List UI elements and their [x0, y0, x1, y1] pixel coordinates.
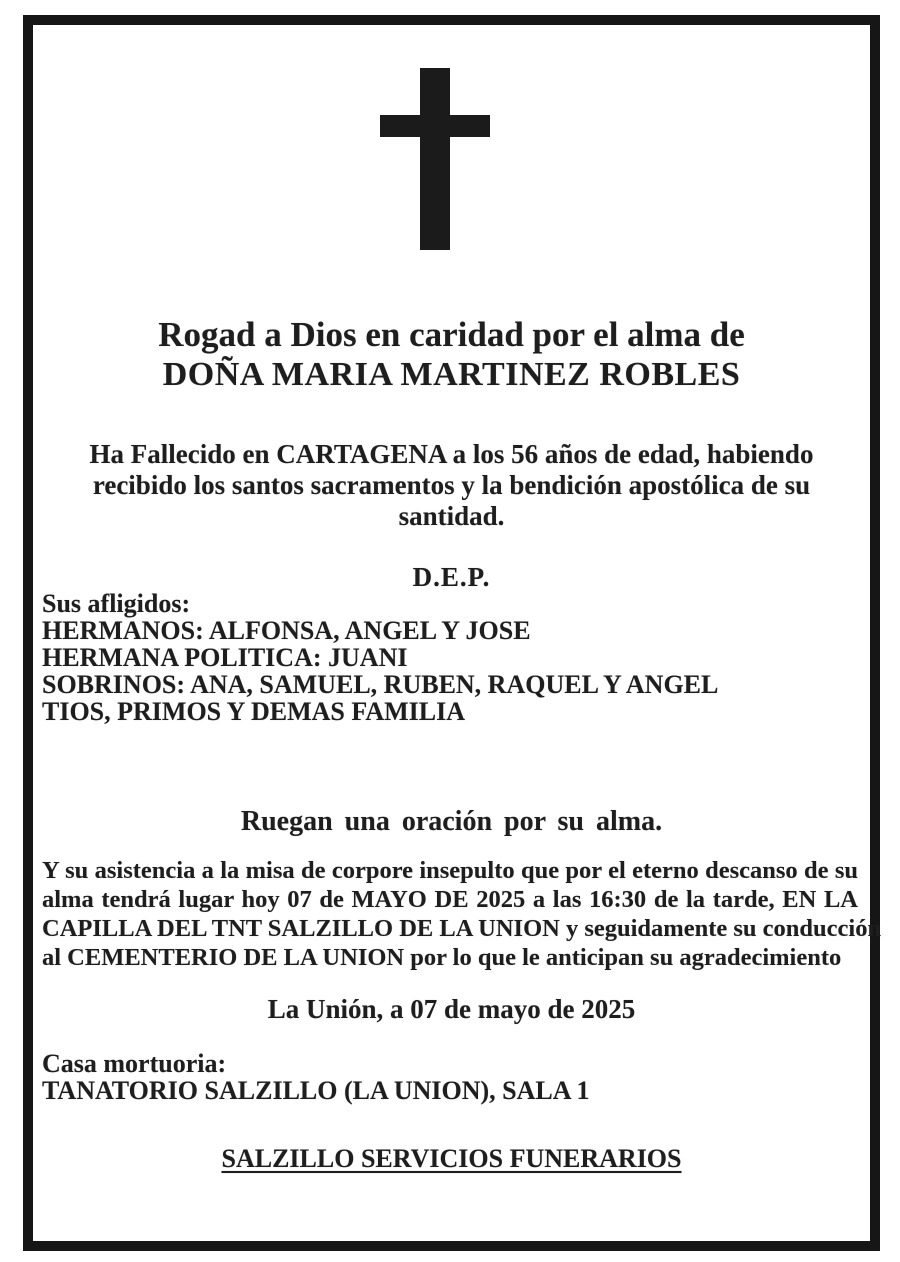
- deceased-name: DOÑA MARIA MARTINEZ ROBLES: [162, 356, 741, 393]
- funeral-home-line: [33, 1144, 870, 1174]
- cross-horizontal-bar: [380, 115, 490, 137]
- dateline: La Unión, a 07 de mayo de 2025: [267, 994, 636, 1024]
- mourner-line: SOBRINOS: ANA, SAMUEL, RUBEN, RAQUEL Y ANGEL: [42, 670, 719, 699]
- mourners-section: [42, 590, 718, 725]
- funeral-details: [42, 856, 882, 972]
- invocation-line: Rogad a Dios en caridad por el alma de: [158, 315, 745, 354]
- mourner-line: HERMANOS: ALFONSA, ANGEL Y JOSE: [42, 616, 531, 645]
- funeral-home-name: SALZILLO SERVICIOS FUNERARIOS: [221, 1144, 682, 1173]
- mourner-line: TIOS, PRIMOS Y DEMAS FAMILIA: [42, 697, 466, 726]
- mortuary-section: [42, 1050, 590, 1104]
- death-announcement: [33, 439, 870, 532]
- mortuary-label: Casa mortuoria:: [42, 1049, 227, 1078]
- prayer-line: Ruegan una oración por su alma.: [240, 806, 663, 837]
- border-frame: [23, 15, 880, 1251]
- mourners-intro: Sus afligidos:: [42, 589, 191, 618]
- mourner-line: HERMANA POLITICA: JUANI: [42, 643, 408, 672]
- announcement-line: Ha Fallecido en CARTAGENA a los 56 años de edad, habiendo: [89, 439, 814, 469]
- funeral-details-line: al CEMENTERIO DE LA UNION por lo que le anticipan su agradecimiento: [42, 944, 842, 971]
- mortuary-location: TANATORIO SALZILLO (LA UNION), SALA 1: [42, 1076, 590, 1105]
- funeral-details-line: alma tendrá lugar hoy 07 de MAYO DE 2025 a las 16:30 de la tarde, EN LA: [42, 886, 858, 913]
- funeral-details-line: CAPILLA DEL TNT SALZILLO DE LA UNION y seguidamente su conducción: [42, 915, 882, 942]
- announcement-line: recibido los santos sacramentos y la bendición apostólica de su: [92, 470, 811, 500]
- latin-cross-icon: [380, 68, 490, 250]
- announcement-line: santidad.: [398, 501, 505, 531]
- cross-vertical-bar: [420, 68, 450, 250]
- dep-abbreviation: D.E.P.: [412, 562, 491, 592]
- funeral-details-line: Y su asistencia a la misa de corpore insepulto que por el eterno descanso de su: [42, 857, 858, 884]
